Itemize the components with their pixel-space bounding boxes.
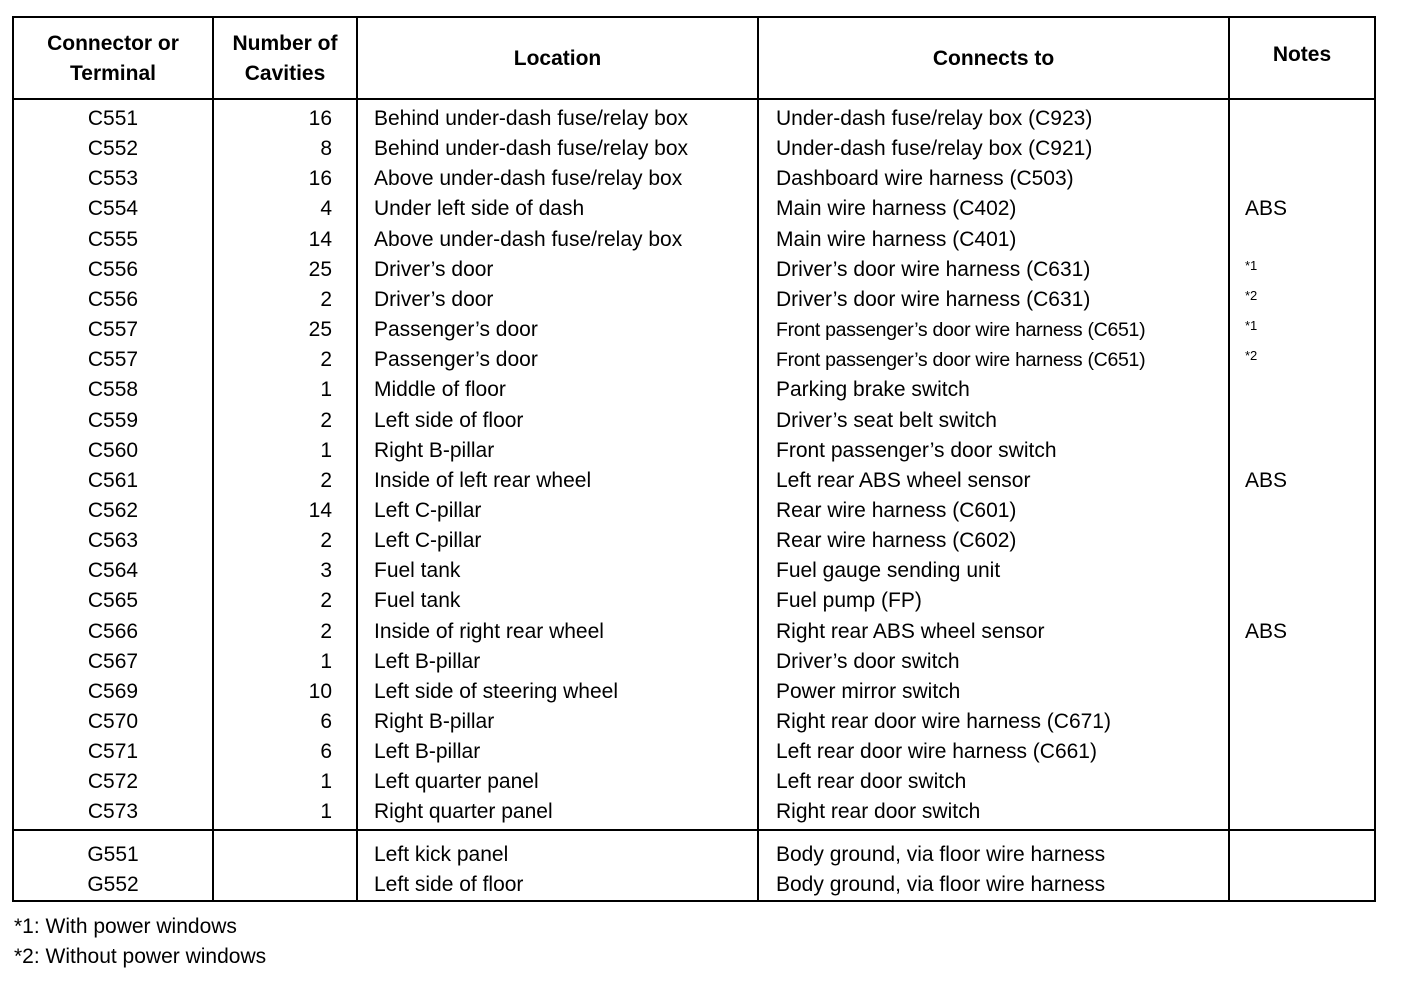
cavities-cell: 14 — [308, 227, 332, 251]
location-cell: Fuel tank — [374, 559, 461, 583]
connector-cell: C569 — [87, 679, 139, 703]
location-cell: Left B-pillar — [374, 649, 481, 673]
connects-to-cell: Rear wire harness (C602) — [776, 529, 1017, 553]
table-row — [14, 375, 1374, 405]
cavities-cell: 16 — [308, 107, 332, 130]
section-divider — [14, 829, 1374, 831]
connects-to-cell: Rear wire harness (C601) — [776, 498, 1017, 522]
cavities-cell: 6 — [320, 710, 332, 733]
table-row — [14, 496, 1374, 526]
location-cell: Inside of right rear wheel — [374, 619, 604, 643]
connects-to-cell: Driver’s door switch — [776, 649, 960, 673]
cavities-cell: 4 — [320, 197, 332, 221]
location-cell: Right B-pillar — [374, 710, 495, 733]
location-cell: Driver’s door — [374, 257, 494, 281]
location-cell: Behind under-dash fuse/relay box — [374, 107, 689, 130]
connects-to-cell: Left rear door switch — [776, 770, 967, 794]
location-cell: Left B-pillar — [374, 740, 481, 764]
connects-to-cell: Front passenger’s door wire harness (C651) — [776, 349, 1146, 372]
connects-to-cell: Fuel pump (FP) — [776, 589, 922, 613]
location-cell: Under left side of dash — [374, 197, 585, 221]
connector-cell: C566 — [87, 619, 139, 643]
connects-to-cell: Driver’s door wire harness (C631) — [776, 287, 1091, 311]
connector-cell: C564 — [87, 559, 139, 583]
connects-to-cell: Parking brake switch — [776, 378, 970, 402]
notes-cell: ABS — [1245, 619, 1288, 643]
connector-cell: C572 — [87, 770, 139, 794]
table-row — [14, 436, 1374, 466]
table-row — [14, 194, 1374, 224]
location-cell: Inside of left rear wheel — [374, 468, 592, 492]
table-row — [14, 556, 1374, 586]
location-cell: Passenger’s door — [374, 318, 538, 342]
header-connector: Connector or Terminal — [47, 32, 179, 85]
table-row — [14, 134, 1374, 164]
notes-cell: *1 — [1245, 257, 1258, 273]
table-row — [14, 345, 1374, 375]
table-row — [14, 526, 1374, 556]
location-cell: Driver’s door — [374, 287, 494, 311]
cavities-cell: 2 — [320, 408, 332, 432]
connector-cell: C556 — [87, 287, 139, 311]
notes-cell: ABS — [1245, 468, 1288, 492]
connector-cell: C557 — [87, 318, 139, 342]
connector-cell: C557 — [87, 348, 139, 372]
cavities-cell: 1 — [320, 770, 332, 794]
connector-cell: C559 — [87, 408, 139, 432]
location-cell: Left C-pillar — [374, 498, 482, 522]
table-row — [14, 466, 1374, 496]
cavities-cell: 14 — [308, 498, 332, 522]
connector-cell: C554 — [87, 197, 139, 221]
connector-table — [12, 16, 1376, 902]
connector-cell: C560 — [87, 438, 139, 462]
location-cell: Right quarter panel — [374, 800, 553, 824]
table-row — [14, 255, 1374, 285]
table-row — [14, 104, 1374, 134]
footnote-1: *1: With power windows — [14, 915, 237, 938]
header-cavities: Number of Cavities — [232, 32, 338, 85]
table-row — [14, 737, 1374, 767]
location-cell: Left kick panel — [374, 843, 509, 866]
table-row — [14, 315, 1374, 345]
table-row — [14, 586, 1374, 616]
table-row — [14, 840, 1374, 870]
location-cell: Middle of floor — [374, 378, 506, 402]
connector-cell: C573 — [87, 800, 139, 824]
notes-cell: ABS — [1245, 197, 1288, 221]
location-cell: Passenger’s door — [374, 348, 538, 372]
cavities-cell: 3 — [320, 559, 332, 583]
connects-to-cell: Dashboard wire harness (C503) — [776, 167, 1074, 191]
connects-to-cell: Under-dash fuse/relay box (C921) — [776, 137, 1093, 161]
notes-cell: *1 — [1245, 318, 1258, 334]
connector-cell: C551 — [87, 107, 139, 130]
table-row — [14, 870, 1374, 900]
connects-to-cell: Fuel gauge sending unit — [776, 559, 1001, 583]
table-row — [14, 617, 1374, 647]
cavities-cell: 2 — [320, 468, 332, 492]
table-row — [14, 406, 1374, 436]
connector-cell: C570 — [87, 710, 139, 733]
connects-to-cell: Main wire harness (C402) — [776, 197, 1017, 221]
table-row — [14, 707, 1374, 737]
header-location: Location — [513, 47, 602, 70]
connector-cell: C555 — [87, 227, 139, 251]
table-row — [14, 647, 1374, 677]
cavities-cell: 1 — [320, 378, 332, 402]
connector-cell: C556 — [87, 257, 139, 281]
connects-to-cell: Front passenger’s door switch — [776, 438, 1057, 462]
cavities-cell: 2 — [320, 529, 332, 553]
cavities-cell: 16 — [308, 167, 332, 191]
location-cell: Right B-pillar — [374, 438, 495, 462]
location-cell: Left quarter panel — [374, 770, 539, 794]
location-cell: Left side of steering wheel — [374, 679, 618, 703]
location-cell: Left C-pillar — [374, 529, 482, 553]
connects-to-cell: Front passenger’s door wire harness (C651) — [776, 319, 1146, 342]
connector-cell: G552 — [87, 873, 139, 896]
connector-cell: C571 — [87, 740, 139, 764]
location-cell: Above under-dash fuse/relay box — [374, 227, 683, 251]
cavities-cell: 1 — [320, 438, 332, 462]
connects-to-cell: Right rear door switch — [776, 800, 981, 824]
notes-cell: *2 — [1245, 348, 1258, 364]
connects-to-cell: Under-dash fuse/relay box (C923) — [776, 107, 1093, 130]
connects-to-cell: Body ground, via floor wire harness — [776, 873, 1106, 896]
table-row — [14, 767, 1374, 797]
connects-to-cell: Right rear door wire harness (C671) — [776, 710, 1111, 733]
location-cell: Behind under-dash fuse/relay box — [374, 137, 689, 161]
connects-to-cell: Driver’s door wire harness (C631) — [776, 257, 1091, 281]
table-row — [14, 797, 1374, 827]
connects-to-cell: Left rear door wire harness (C661) — [776, 740, 1097, 764]
connects-to-cell: Left rear ABS wheel sensor — [776, 468, 1031, 492]
connects-to-cell: Main wire harness (C401) — [776, 227, 1017, 251]
location-cell: Left side of floor — [374, 873, 524, 896]
cavities-cell: 6 — [320, 740, 332, 764]
connector-cell: C552 — [87, 137, 139, 161]
connector-cell: C561 — [87, 468, 139, 492]
connects-to-cell: Right rear ABS wheel sensor — [776, 619, 1045, 643]
connector-cell: C567 — [87, 649, 139, 673]
header-connects-to: Connects to — [932, 47, 1055, 70]
connector-cell: C553 — [87, 167, 139, 191]
table-row — [14, 677, 1374, 707]
table-row — [14, 225, 1374, 255]
cavities-cell: 2 — [320, 348, 332, 372]
connector-cell: C563 — [87, 529, 139, 553]
connects-to-cell: Body ground, via floor wire harness — [776, 843, 1106, 866]
cavities-cell: 10 — [308, 679, 332, 703]
table-row — [14, 164, 1374, 194]
cavities-cell: 25 — [308, 257, 332, 281]
connector-cell: G551 — [87, 843, 139, 866]
location-cell: Left side of floor — [374, 408, 524, 432]
cavities-cell: 2 — [320, 589, 332, 613]
connector-cell: C562 — [87, 498, 139, 522]
location-cell: Fuel tank — [374, 589, 461, 613]
connects-to-cell: Driver’s seat belt switch — [776, 408, 997, 432]
cavities-cell: 25 — [308, 318, 332, 342]
cavities-cell: 1 — [320, 649, 332, 673]
table-row — [14, 285, 1374, 315]
footnote-2: *2: Without power windows — [14, 945, 267, 968]
location-cell: Above under-dash fuse/relay box — [374, 167, 683, 191]
cavities-cell: 2 — [320, 287, 332, 311]
cavities-cell: 1 — [320, 800, 332, 824]
header-notes: Notes — [1272, 43, 1332, 66]
notes-cell: *2 — [1245, 287, 1258, 303]
connector-cell: C558 — [87, 378, 139, 402]
footnotes — [14, 912, 266, 972]
cavities-cell: 2 — [320, 619, 332, 643]
connects-to-cell: Power mirror switch — [776, 679, 961, 703]
cavities-cell: 8 — [320, 137, 332, 161]
connector-cell: C565 — [87, 589, 139, 613]
